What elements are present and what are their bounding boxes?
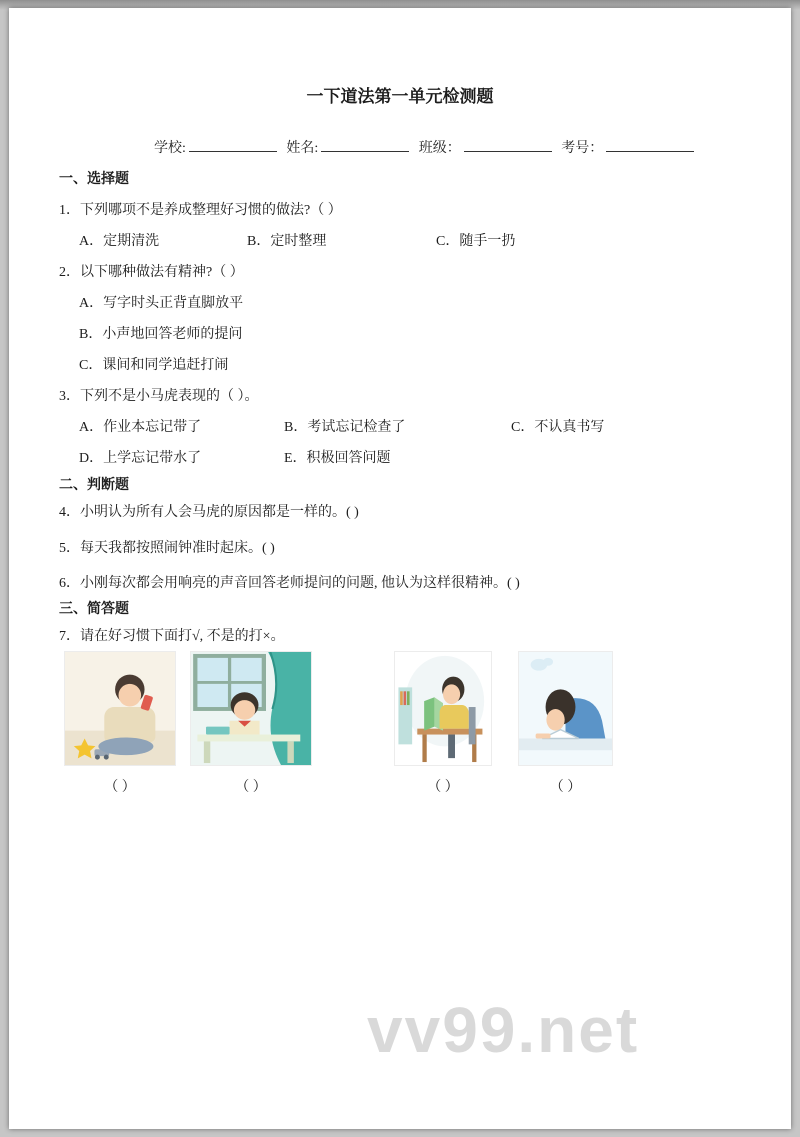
page-title: 一下道法第一单元检测题	[306, 87, 494, 106]
question-6: 6．小刚每次都会用响亮的声音回答老师提问的问题, 他认为这样很精神。( )	[59, 576, 520, 591]
section-1-heading: 一、选择题	[59, 172, 129, 187]
illustration-child-hunched-over-desk	[519, 652, 612, 765]
illustration-child-playing-on-floor	[65, 652, 175, 765]
option-1b: B．定时整理	[247, 234, 327, 249]
option-3a: A．作业本忘记带了	[79, 420, 202, 435]
exam-number-blank	[606, 138, 694, 152]
option-2c: C．课间和同学追赶打闹	[79, 358, 229, 373]
option-2b: B．小声地回答老师的提问	[79, 327, 243, 342]
option-3d: D．上学忘记带水了	[79, 451, 202, 466]
document-page	[9, 8, 791, 1129]
illustration-child-at-window-desk	[191, 652, 311, 765]
option-1a: A．定期清洗	[79, 234, 160, 249]
answer-blank-4: （ ）	[549, 780, 582, 795]
school-blank	[189, 138, 277, 152]
class-label: 班级：	[418, 141, 461, 156]
illustration-child-reading-upright	[395, 652, 491, 765]
question-3-stem: 3．下列不是小马虎表现的（ ）。	[59, 389, 259, 404]
form-header	[154, 138, 791, 158]
section-2-heading: 二、判断题	[59, 478, 129, 493]
answer-blank-3: （ ）	[427, 780, 459, 795]
option-3e: E．积极回答问题	[284, 451, 391, 466]
question-3-options-row1	[79, 419, 791, 437]
exam-number-label: 考号：	[561, 141, 604, 156]
section-3-heading: 三、简答题	[59, 602, 129, 617]
question-7-image-4	[518, 651, 613, 766]
question-7-stem: 7．请在好习惯下面打√, 不是的打×。	[59, 629, 285, 644]
question-1-options	[79, 233, 791, 251]
question-7-answer-blanks	[64, 776, 791, 796]
answer-blank-1: （ ）	[104, 780, 136, 795]
question-7-image-2	[190, 651, 312, 766]
option-3b: B．考试忘记检查了	[284, 420, 406, 435]
question-7-image-3	[394, 651, 492, 766]
question-3-options-row2	[79, 450, 791, 468]
option-3c: C．不认真书写	[511, 420, 605, 435]
question-1-stem: 1．下列哪项不是养成整理好习惯的做法?（ ）	[59, 203, 342, 218]
option-1c: C．随手一扔	[436, 234, 516, 249]
question-2-stem: 2．以下哪种做法有精神?（ ）	[59, 265, 244, 280]
name-blank	[321, 138, 409, 152]
question-4: 4．小明认为所有人会马虎的原因都是一样的。( )	[59, 505, 359, 520]
option-2a: A．写字时头正背直脚放平	[79, 296, 244, 311]
watermark: vv99.net	[367, 994, 640, 1066]
name-label: 姓名:	[286, 141, 319, 156]
question-7-image-1	[64, 651, 176, 766]
school-label: 学校:	[154, 141, 186, 156]
class-blank	[464, 138, 552, 152]
question-5: 5．每天我都按照闹钟准时起床。( )	[59, 541, 275, 556]
question-7-images	[64, 651, 791, 766]
answer-blank-2: （ ）	[235, 780, 267, 795]
